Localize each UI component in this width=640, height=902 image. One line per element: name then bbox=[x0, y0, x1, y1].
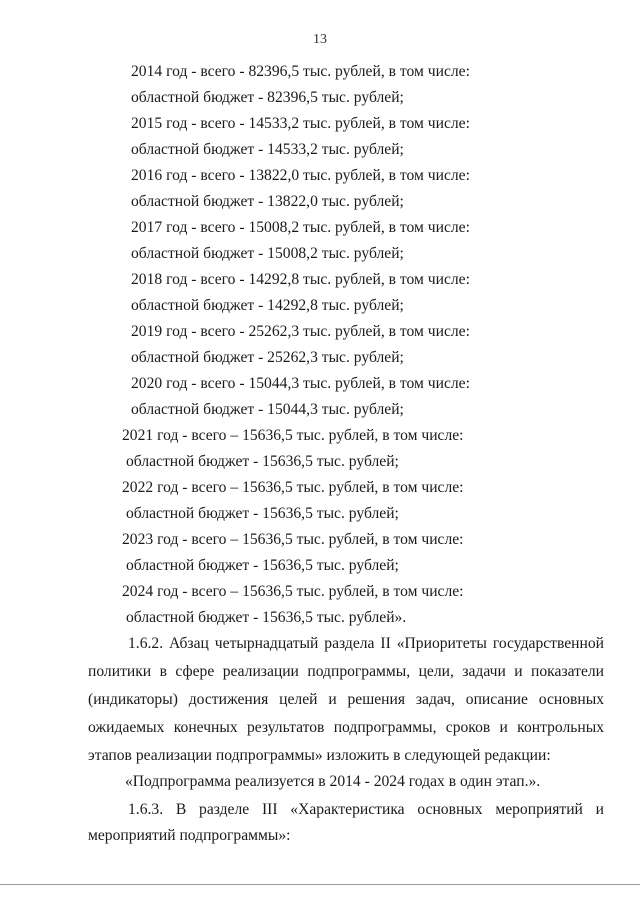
bottom-rule bbox=[0, 884, 640, 885]
funding-line: 2015 год - всего - 14533,2 тыс. рублей, в том числе: bbox=[131, 115, 470, 132]
funding-line: 2014 год - всего - 82396,5 тыс. рублей, в том числе: bbox=[131, 63, 470, 80]
section-162-line: этапов реализации подпрограммы» изложить в следующей редакции: bbox=[88, 747, 551, 764]
funding-line: областной бюджет - 14292,8 тыс. рублей; bbox=[131, 297, 404, 314]
funding-line: областной бюджет - 15636,5 тыс. рублей; bbox=[126, 505, 399, 522]
funding-line: областной бюджет - 15044,3 тыс. рублей; bbox=[131, 401, 404, 418]
section-162-line: ожидаемых конечных результатов подпрограммы, сроков и контрольных bbox=[88, 719, 604, 736]
funding-line: 2023 год - всего – 15636,5 тыс. рублей, в том числе: bbox=[122, 531, 464, 548]
funding-line: 2018 год - всего - 14292,8 тыс. рублей, в том числе: bbox=[131, 271, 470, 288]
funding-line: областной бюджет - 14533,2 тыс. рублей; bbox=[131, 141, 404, 158]
funding-line: областной бюджет - 25262,3 тыс. рублей; bbox=[131, 349, 404, 366]
section-163-line: мероприятий подпрограммы»: bbox=[88, 827, 291, 844]
funding-line: 2021 год - всего – 15636,5 тыс. рублей, в том числе: bbox=[122, 427, 464, 444]
funding-line: 2020 год - всего - 15044,3 тыс. рублей, в том числе: bbox=[131, 375, 470, 392]
funding-line: областной бюджет - 15008,2 тыс. рублей; bbox=[131, 245, 404, 262]
funding-line: 2017 год - всего - 15008,2 тыс. рублей, в том числе: bbox=[131, 219, 470, 236]
funding-line: 2019 год - всего - 25262,3 тыс. рублей, в том числе: bbox=[131, 323, 470, 340]
page-number: 13 bbox=[313, 32, 327, 47]
section-162-line: (индикаторы) достижения целей и решения задач, описание основных bbox=[88, 691, 604, 708]
quote-line: «Подпрограмма реализуется в 2014 - 2024 годах в один этап.». bbox=[125, 773, 541, 790]
funding-line: областной бюджет - 15636,5 тыс. рублей». bbox=[126, 609, 407, 626]
funding-line: областной бюджет - 15636,5 тыс. рублей; bbox=[126, 453, 399, 470]
section-162-line: 1.6.2. Абзац четырнадцатый раздела II «Приоритеты государственной bbox=[128, 635, 604, 652]
funding-line: 2016 год - всего - 13822,0 тыс. рублей, в том числе: bbox=[131, 167, 470, 184]
section-162-line: политики в сфере реализации подпрограммы, цели, задачи и показатели bbox=[88, 663, 604, 680]
funding-line: 2022 год - всего – 15636,5 тыс. рублей, в том числе: bbox=[122, 479, 464, 496]
funding-line: областной бюджет - 13822,0 тыс. рублей; bbox=[131, 193, 404, 210]
funding-line: областной бюджет - 15636,5 тыс. рублей; bbox=[126, 557, 399, 574]
funding-line: 2024 год - всего – 15636,5 тыс. рублей, в том числе: bbox=[122, 583, 464, 600]
funding-line: областной бюджет - 82396,5 тыс. рублей; bbox=[131, 89, 404, 106]
section-163-line: 1.6.3. В разделе III «Характеристика основных мероприятий и bbox=[128, 801, 604, 818]
